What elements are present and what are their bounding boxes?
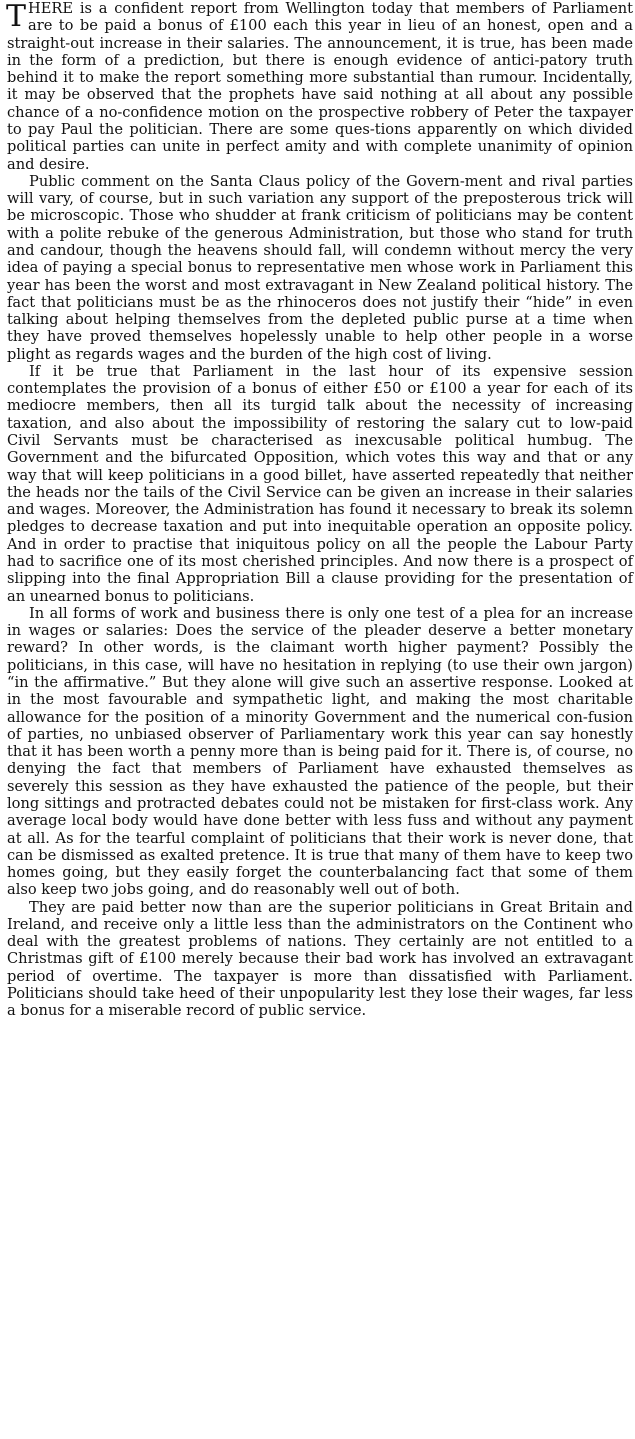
paragraph-1-text: HERE is a confident report from Wellington today that members of Parliament are to be paid a bonus of £100 each this year in lieu of an honest, open and a straight-out increase in their salaries. The announcement, it is true, has been made in the form of a prediction, but there is enough evidence of antici-patory truth behind it to make the report something more substantial than rumour. Incidentally, it may be observed that the prophets have said nothing at all about any possible chance of a no-confidence motion on the prospective robbery of Peter the taxpayer to pay Paul the politician. There are some ques-tions apparently on which divided political parties can unite in perfect amity and with complete unanimity of opinion and desire.: [7, 0, 633, 173]
article-paragraph-1: [7, 0, 633, 173]
drop-cap-letter: T: [6, 0, 27, 34]
article-paragraph-4: In all forms of work and business there is only one test of a plea for an increase in wages or salaries: Does the service of the pleader deserve a better monetary reward? In other words, is the claimant worth higher payment? Possibly the politicians, in this case, will have no hesitation in replying (to use their own jargon) “in the affirmative.” But they alone will give such an assertive response. Looked at in the most favourable and sympathetic light, and making the most charitable allowance for the position of a minority Government and the numerical con-fusion of parties, no unbiased observer of Parliamentary work this year can say honestly that it has been worth a penny more than is being paid for it. There is, of course, no denying the fact that members of Parliament have exhausted themselves as severely this session as they have exhausted the patience of the people, but their long sittings and protracted debates could not be mistaken for first-class work. Any average local body would have done better with less fuss and without any payment at all. As for the tearful complaint of politicians that their work is never done, that can be dismissed as exalted pretence. It is true that many of them have to keep two homes going, but they easily forget the counterbalancing fact that some of them also keep two jobs going, and do reasonably well out of both.: [7, 604, 633, 899]
article-paragraph-2: Public comment on the Santa Claus policy of the Govern-ment and rival parties will vary, of course, but in such variation any support of the preposterous trick will be microscopic. Those who shudder at frank criticism of politicians may be content with a polite rebuke of the generous Administration, but those who stand for truth and candour, though the heavens should fall, will condemn without mercy the very idea of paying a special bonus to representative men whose work in Parliament this year has been the worst and most extravagant in New Zealand political history. The fact that politicians must be as the rhinoceros does not justify their “hide” in even talking about helping themselves from the depleted public purse at a time when they have proved themselves hopelessly unable to help other people in a worse plight as regards wages and the burden of the high cost of living.: [7, 172, 633, 363]
article-paragraph-5: They are paid better now than are the superior politicians in Great Britain and Ireland, and receive only a little less than the administrators on the Continent who deal with the greatest problems of nations. They certainly are not entitled to a Christmas gift of £100 merely because their bad work has involved an extravagant period of overtime. The taxpayer is more than dissatisfied with Parliament. Politicians should take heed of their unpopularity lest they lose their wages, far less a bonus for a miserable record of public service.: [7, 898, 633, 1020]
article-paragraph-3: If it be true that Parliament in the last hour of its expensive session contemplates the provision of a bonus of either £50 or £100 a year for each of its mediocre members, then all its turgid talk about the necessity of increasing taxation, and also about the impossibility of restoring the salary cut to low-paid Civil Servants must be characterised as inexcusable political humbug. The Government and the bifurcated Opposition, which votes this way and that or any way that will keep politicians in a good billet, have asserted repeatedly that neither the heads nor the tails of the Civil Service can be given an increase in their salaries and wages. Moreover, the Administration has found it necessary to break its solemn pledges to decrease taxation and put into inequitable operation an opposite policy. And in order to practise that iniquitous policy on all the people the Labour Party had to sacrifice one of its most cherished principles. And now there is a prospect of slipping into the final Appropriation Bill a clause providing for the presentation of an unearned bonus to politicians.: [7, 362, 633, 605]
